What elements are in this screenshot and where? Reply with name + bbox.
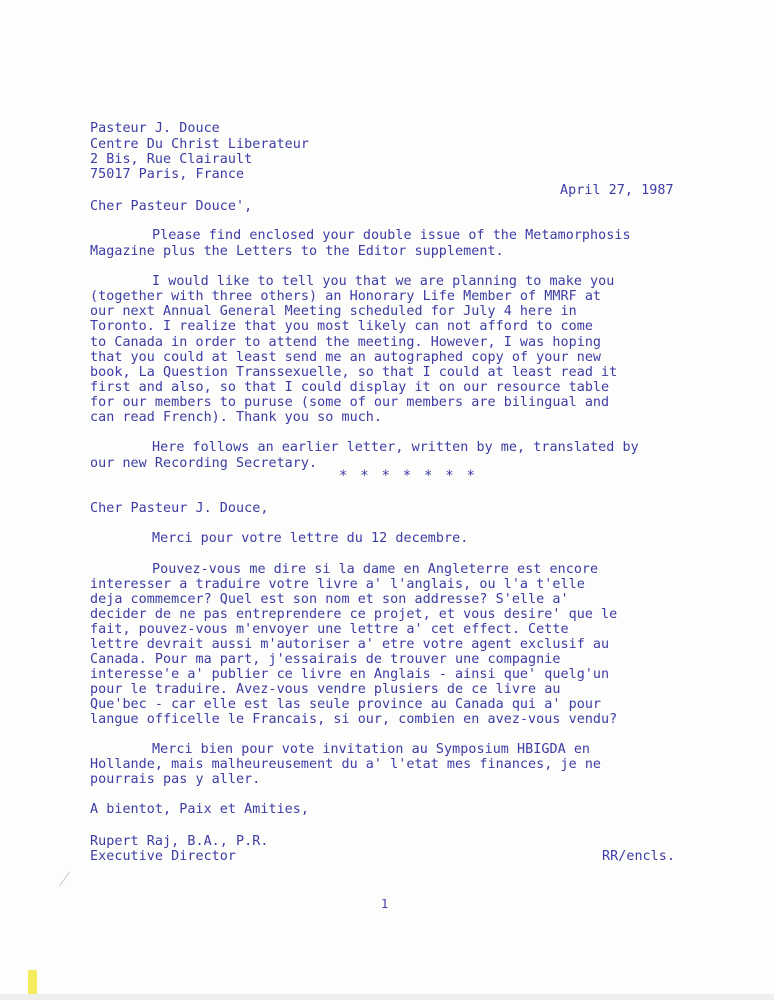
yellow-tape-mark	[28, 970, 37, 996]
french-line: Que'bec - car elle est las seule province au Canada qui a' pour	[90, 697, 602, 712]
signature-title: Executive Director	[90, 849, 237, 864]
body-line: book, La Question Transsexuelle, so that I could at least read it	[90, 365, 618, 380]
letter-date: April 27, 1987	[560, 183, 674, 198]
body-line: (together with three others) an Honorary Life Member of MMRF at	[90, 289, 602, 304]
body-line: our new Recording Secretary.	[90, 456, 318, 471]
body-line: for our members to puruse (some of our members are bilingual and	[90, 395, 610, 410]
french-line: Pouvez-vous me dire si la dame en Angleterre est encore	[152, 562, 599, 577]
body-line: Magazine plus the Letters to the Editor supplement.	[90, 244, 504, 259]
recipient-city: 75017 Paris, France	[90, 167, 245, 182]
french-salutation: Cher Pasteur J. Douce,	[90, 501, 269, 516]
french-line: decider de ne pas entreprendere ce projet, et vous desire' que le	[90, 607, 618, 622]
pencil-mark	[59, 871, 70, 886]
french-line: lettre devrait aussi m'autoriser a' etre votre agent exclusif au	[90, 637, 610, 652]
french-line: interesser a traduire votre livre a' l'anglais, ou l'a t'elle	[90, 577, 585, 592]
french-line: Merci bien pour vote invitation au Symposium HBIGDA en	[152, 742, 591, 757]
body-line: Here follows an earlier letter, written by me, translated by	[152, 440, 639, 455]
body-line: to Canada in order to attend the meeting. However, I was hoping	[90, 335, 602, 350]
body-line: Please find enclosed your double issue of the Metamorphosis	[152, 228, 631, 243]
section-separator: * * * * * * *	[339, 468, 478, 484]
body-line: our next Annual General Meeting scheduled for July 4 here in	[90, 304, 577, 319]
body-line: can read French). Thank you so much.	[90, 410, 383, 425]
french-line: pour le traduire. Avez-vous vendre plusiers de ce livre au	[90, 682, 561, 697]
body-line: that you could at least send me an autographed copy of your new	[90, 350, 602, 365]
french-line: Canada. Pour ma part, j'essairais de trouver une compagnie	[90, 652, 561, 667]
body-line: Toronto. I realize that you most likely can not afford to come	[90, 319, 593, 334]
page-number: 1	[381, 897, 389, 911]
french-line: Hollande, mais malheureusement du a' l'etat mes finances, je ne	[90, 757, 602, 772]
french-line: fait, pouvez-vous m'envoyer une lettre a' cet effect. Cette	[90, 622, 569, 637]
french-line: langue officelle le Francais, si our, combien en avez-vous vendu?	[90, 712, 618, 727]
body-line: first and also, so that I could display it on our resource table	[90, 380, 610, 395]
french-line: deja commemcer? Quel est son nom et son addresse? S'elle a'	[90, 592, 569, 607]
french-line: interesse'e a' publier ce livre en Anglais - ainsi que' quelg'un	[90, 667, 610, 682]
french-line: Merci pour votre lettre du 12 decembre.	[152, 531, 469, 546]
recipient-street: 2 Bis, Rue Clairault	[90, 152, 253, 167]
recipient-name: Pasteur J. Douce	[90, 121, 220, 136]
recipient-org: Centre Du Christ Liberateur	[90, 137, 310, 152]
body-line: I would like to tell you that we are planning to make you	[152, 274, 615, 289]
signature-name: Rupert Raj, B.A., P.R.	[90, 834, 269, 849]
french-closing: A bientot, Paix et Amities,	[90, 802, 310, 817]
enclosure-reference: RR/encls.	[602, 849, 676, 864]
salutation: Cher Pasteur Douce',	[90, 199, 253, 214]
french-line: pourrais pas y aller.	[90, 772, 261, 787]
